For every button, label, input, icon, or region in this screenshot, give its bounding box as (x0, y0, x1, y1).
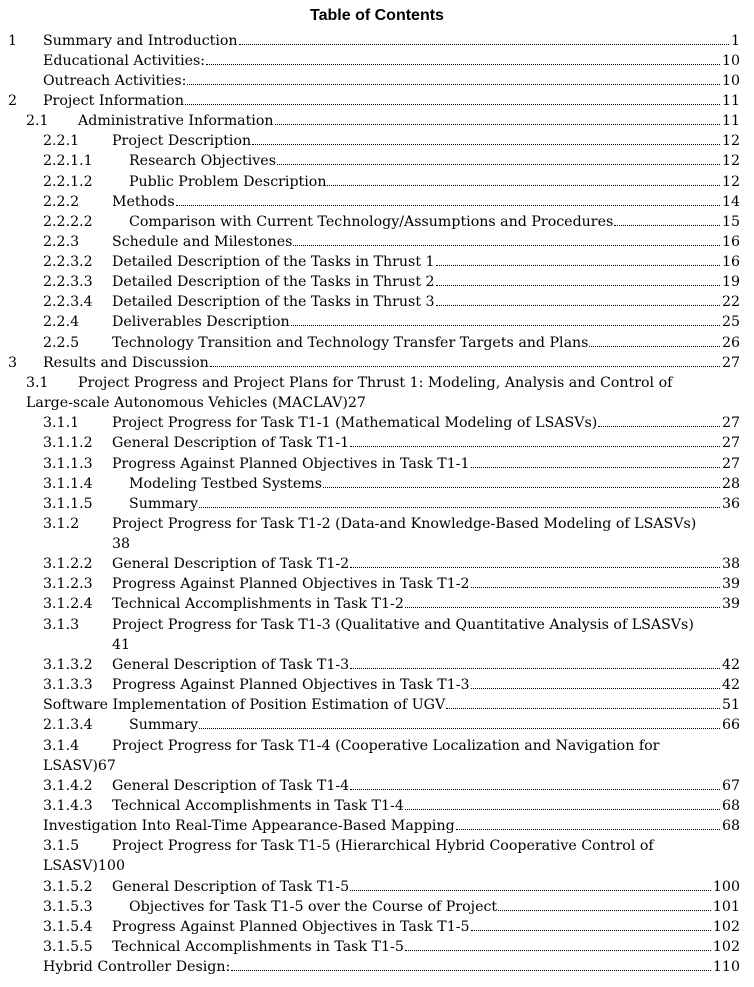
toc-entry-number: 3.1.2.4 (43, 596, 93, 612)
toc-entry-page: 16 (721, 254, 740, 270)
toc-entry[interactable] (0, 51, 754, 71)
toc-entry-page: 42 (721, 677, 740, 693)
toc-entry-number: 2.1 (26, 113, 49, 129)
toc-entry-number: 3.1.3.2 (43, 657, 93, 673)
dot-leader (350, 890, 711, 891)
toc-entry[interactable] (0, 192, 754, 212)
toc-entry[interactable] (0, 816, 754, 836)
toc-entry-number: 3.1.5.2 (43, 879, 93, 895)
dot-leader (498, 910, 711, 911)
toc-entry-number: 1 (8, 33, 18, 49)
toc-entry-title: Outreach Activities: (43, 73, 187, 89)
toc-entry-page: 38 (112, 536, 131, 552)
dot-leader (231, 970, 711, 971)
dot-leader (185, 104, 720, 105)
toc-entry[interactable] (0, 494, 754, 514)
toc-entry[interactable] (0, 252, 754, 272)
toc-entry-number: 2.2.1.1 (43, 153, 93, 169)
toc-entry-page: 10 (721, 73, 740, 89)
toc-entry[interactable] (0, 333, 754, 353)
toc-entry[interactable] (0, 433, 754, 453)
toc-entry-title: Detailed Description of the Tasks in Thrust 1 (112, 254, 435, 270)
dot-leader (350, 668, 720, 669)
toc-entry-page: 67 (721, 778, 740, 794)
toc-entry-title: Summary and Introduction (43, 33, 238, 49)
toc-entry[interactable] (0, 695, 754, 715)
toc-entry-title: Investigation Into Real-Time Appearance-Based Mapping (43, 818, 455, 834)
dot-leader (252, 144, 720, 145)
toc-entry-number: 2 (8, 93, 18, 109)
page-title: Table of Contents (310, 7, 444, 24)
toc-entry-number: 3.1.5.5 (43, 939, 93, 955)
toc-entry[interactable] (0, 897, 754, 917)
toc-entry-page: 15 (721, 214, 740, 230)
toc-entry-page: 10 (721, 53, 740, 69)
toc-entry-title: Project Description (112, 133, 252, 149)
toc-entry-title: Project Information (43, 93, 184, 109)
toc-entry[interactable] (0, 937, 754, 957)
toc-entry-title: Project Progress for Task T1-3 (Qualitative and Quantitative Analysis of LSASVs) (112, 617, 694, 633)
toc-entry-page: 14 (721, 194, 740, 210)
toc-entry-page: 67 (97, 758, 116, 774)
toc-entry-title: Objectives for Task T1-5 over the Course of Project (129, 899, 498, 915)
toc-entry-number: 3.1.4.2 (43, 778, 93, 794)
toc-entry[interactable] (0, 474, 754, 494)
toc-entry-page: 1 (730, 33, 740, 49)
dot-leader (199, 728, 720, 729)
toc-entry[interactable] (0, 413, 754, 433)
toc-entry[interactable] (0, 957, 754, 977)
toc-entry-title: Detailed Description of the Tasks in Thrust 3 (112, 294, 435, 310)
toc-entry-number: 3.1.4 (43, 738, 80, 754)
dot-leader (239, 44, 729, 45)
toc-entry[interactable] (0, 71, 754, 91)
dot-leader (350, 567, 720, 568)
toc-entry[interactable] (0, 454, 754, 474)
toc-entry-title: Progress Against Planned Objectives in Task T1-1 (112, 456, 470, 472)
toc-entry-page: 26 (721, 335, 740, 351)
toc-entry-page: 101 (712, 899, 740, 915)
toc-entry-number: 2.2.5 (43, 335, 80, 351)
dot-leader (210, 366, 720, 367)
toc-entry-title: Technology Transition and Technology Transfer Targets and Plans (112, 335, 589, 351)
toc-entry-number: 3.1.4.3 (43, 798, 93, 814)
toc-entry-number: 3 (8, 355, 18, 371)
toc-entry-number: 2.2.3 (43, 234, 80, 250)
toc-entry-number: 3.1.2 (43, 516, 80, 532)
dot-leader (199, 507, 720, 508)
toc-entry[interactable] (0, 131, 754, 151)
toc-entry-title: Modeling Testbed Systems (129, 476, 323, 492)
toc-entry-title: Summary (129, 496, 199, 512)
toc-entry[interactable] (0, 736, 754, 774)
dot-leader (456, 829, 720, 830)
toc-entry-title-continued: Large-scale Autonomous Vehicles (MACLAV) (26, 395, 348, 411)
toc-entry-title: Schedule and Milestones (112, 234, 293, 250)
toc-entry-page: 22 (721, 294, 740, 310)
toc-entry-page: 27 (721, 435, 740, 451)
toc-entry-title: Results and Discussion (43, 355, 209, 371)
dot-leader (589, 346, 719, 347)
toc-entry-title: Project Progress and Project Plans for Thrust 1: Modeling, Analysis and Control of (78, 375, 673, 391)
toc-entry-page: 39 (721, 576, 740, 592)
dot-leader (471, 930, 711, 931)
toc-entry[interactable] (0, 312, 754, 332)
toc-entry-page: 25 (721, 314, 740, 330)
dot-leader (323, 487, 720, 488)
dot-leader (405, 607, 720, 608)
toc-entry-page: 11 (721, 113, 740, 129)
toc-entry[interactable] (0, 776, 754, 796)
toc-entry-page: 27 (721, 355, 740, 371)
dot-leader (471, 587, 720, 588)
toc-entry-page: 102 (712, 919, 740, 935)
toc-entry-title: Detailed Description of the Tasks in Thrust 2 (112, 274, 435, 290)
toc-entry-number: 3.1.1.2 (43, 435, 93, 451)
dot-leader (350, 789, 720, 790)
toc-entry-title: Project Progress for Task T1-4 (Cooperative Localization and Navigation for (112, 738, 660, 754)
toc-entry-page: 12 (721, 133, 740, 149)
toc-entry-number: 3.1.2.2 (43, 556, 93, 572)
toc-entry[interactable] (0, 836, 754, 874)
toc-entry-title: General Description of Task T1-4 (112, 778, 350, 794)
toc-entry-number: 2.2.3.2 (43, 254, 93, 270)
toc-entry-page: 16 (721, 234, 740, 250)
toc-entry-title-continued: LSASV) (43, 758, 98, 774)
toc-entry[interactable] (0, 212, 754, 232)
toc-entry-title: Software Implementation of Position Estimation of UGV (43, 697, 446, 713)
toc-entry[interactable] (0, 594, 754, 614)
toc-entry-page: 66 (721, 717, 740, 733)
toc-entry-number: 2.2.4 (43, 314, 80, 330)
toc-entry-page: 38 (721, 556, 740, 572)
dot-leader (293, 245, 720, 246)
toc-entry-title: Summary (129, 717, 199, 733)
dot-leader (275, 124, 720, 125)
toc-entry-number: 3.1.5.4 (43, 919, 93, 935)
toc-entry-number: 2.2.3.4 (43, 294, 93, 310)
toc-entry-number: 3.1.1.4 (43, 476, 93, 492)
toc-entry-page: 11 (721, 93, 740, 109)
toc-entry-number: 3.1.3 (43, 617, 80, 633)
toc-entry-page: 68 (721, 818, 740, 834)
dot-leader (471, 688, 720, 689)
toc-entry-title: Technical Accomplishments in Task T1-2 (112, 596, 404, 612)
toc-entry-page: 42 (721, 657, 740, 673)
toc-entry[interactable] (0, 272, 754, 292)
toc-entry-page: 19 (721, 274, 740, 290)
dot-leader (436, 305, 720, 306)
toc-entry[interactable] (0, 292, 754, 312)
toc-entry[interactable] (0, 353, 754, 373)
toc-entry-title: Research Objectives (129, 153, 276, 169)
toc-entry-title: Project Progress for Task T1-5 (Hierarchical Hybrid Cooperative Control of (112, 838, 654, 854)
toc-entry-title: Comparison with Current Technology/Assumptions and Procedures (129, 214, 614, 230)
toc-entry-page: 27 (721, 415, 740, 431)
dot-leader (350, 446, 720, 447)
toc-entry[interactable] (0, 91, 754, 111)
toc-entry[interactable] (0, 574, 754, 594)
toc-entry[interactable] (0, 111, 754, 131)
toc-entry-number: 3.1.5.3 (43, 899, 93, 915)
toc-entry-title: General Description of Task T1-2 (112, 556, 350, 572)
toc-entry-number: 2.2.2.2 (43, 214, 93, 230)
toc-entry[interactable] (0, 877, 754, 897)
toc-entry-title-continued: LSASV) (43, 858, 98, 874)
toc-entry-title: Technical Accomplishments in Task T1-4 (112, 798, 404, 814)
toc-entry-number: 3.1.1 (43, 415, 80, 431)
toc-entry-page: 51 (721, 697, 740, 713)
toc-entry[interactable] (0, 615, 754, 653)
toc-entry-title: Administrative Information (78, 113, 274, 129)
toc-entry-page: 27 (347, 395, 366, 411)
toc-entry[interactable] (0, 675, 754, 695)
toc-entry-title: Progress Against Planned Objectives in Task T1-2 (112, 576, 470, 592)
toc-entry-number: 3.1.5 (43, 838, 80, 854)
toc-entry-title: Public Problem Description (129, 174, 327, 190)
dot-leader (291, 325, 720, 326)
toc-entry-number: 2.2.3.3 (43, 274, 93, 290)
toc-entry-title: Hybrid Controller Design: (43, 959, 231, 975)
dot-leader (436, 285, 720, 286)
toc-entry-page: 36 (721, 496, 740, 512)
toc-entry-number: 3.1.1.5 (43, 496, 93, 512)
toc-entry-number: 3.1 (26, 375, 49, 391)
toc-entry-page: 68 (721, 798, 740, 814)
toc-entry-title: Progress Against Planned Objectives in Task T1-3 (112, 677, 470, 693)
toc-entry-title: Educational Activities: (43, 53, 206, 69)
toc-entry-page: 102 (712, 939, 740, 955)
toc-entry[interactable] (0, 151, 754, 171)
dot-leader (471, 467, 720, 468)
toc-entry-title: Technical Accomplishments in Task T1-5 (112, 939, 404, 955)
toc-entry[interactable] (0, 554, 754, 574)
dot-leader (405, 950, 711, 951)
dot-leader (277, 164, 720, 165)
dot-leader (405, 809, 720, 810)
toc-entry-number: 2.2.1.2 (43, 174, 93, 190)
dot-leader (446, 708, 720, 709)
toc-entry-number: 2.2.2 (43, 194, 80, 210)
toc-entry-page: 100 (712, 879, 740, 895)
toc-entry-page: 110 (712, 959, 740, 975)
dot-leader (614, 225, 720, 226)
dot-leader (187, 84, 720, 85)
toc-entry-title: Methods (112, 194, 175, 210)
toc-entry[interactable] (0, 172, 754, 192)
toc-entry-page: 100 (97, 858, 125, 874)
toc-entry-title: Deliverables Description (112, 314, 290, 330)
toc-entry[interactable] (0, 373, 754, 411)
toc-entry[interactable] (0, 232, 754, 252)
toc-entry-title: General Description of Task T1-3 (112, 657, 350, 673)
dot-leader (176, 205, 720, 206)
toc-entry-number: 3.1.1.3 (43, 456, 93, 472)
toc-entry-number: 2.1.3.4 (43, 717, 93, 733)
toc-entry[interactable] (0, 796, 754, 816)
toc-entry-page: 27 (721, 456, 740, 472)
toc-entry[interactable] (0, 917, 754, 937)
toc-entry-page: 12 (721, 174, 740, 190)
toc-entry-page: 12 (721, 153, 740, 169)
toc-entry-title: Project Progress for Task T1-1 (Mathematical Modeling of LSASVs) (112, 415, 598, 431)
toc-entry-title: Project Progress for Task T1-2 (Data-and Knowledge-Based Modeling of LSASVs) (112, 516, 697, 532)
toc-entry-title: General Description of Task T1-5 (112, 879, 350, 895)
toc-entry[interactable] (0, 31, 754, 51)
dot-leader (327, 185, 719, 186)
dot-leader (206, 64, 720, 65)
toc-entry-number: 3.1.3.3 (43, 677, 93, 693)
toc-entry-title: Progress Against Planned Objectives in Task T1-5 (112, 919, 470, 935)
toc-entry-number: 2.2.1 (43, 133, 80, 149)
toc-entry-title: General Description of Task T1-1 (112, 435, 350, 451)
toc-entry[interactable] (0, 514, 754, 552)
toc-entry-page: 28 (721, 476, 740, 492)
dot-leader (436, 265, 720, 266)
toc-entry-page: 41 (112, 637, 131, 653)
toc-entry[interactable] (0, 715, 754, 735)
dot-leader (598, 426, 720, 427)
toc-entry-page: 39 (721, 596, 740, 612)
toc-entry-number: 3.1.2.3 (43, 576, 93, 592)
toc-entry[interactable] (0, 655, 754, 675)
